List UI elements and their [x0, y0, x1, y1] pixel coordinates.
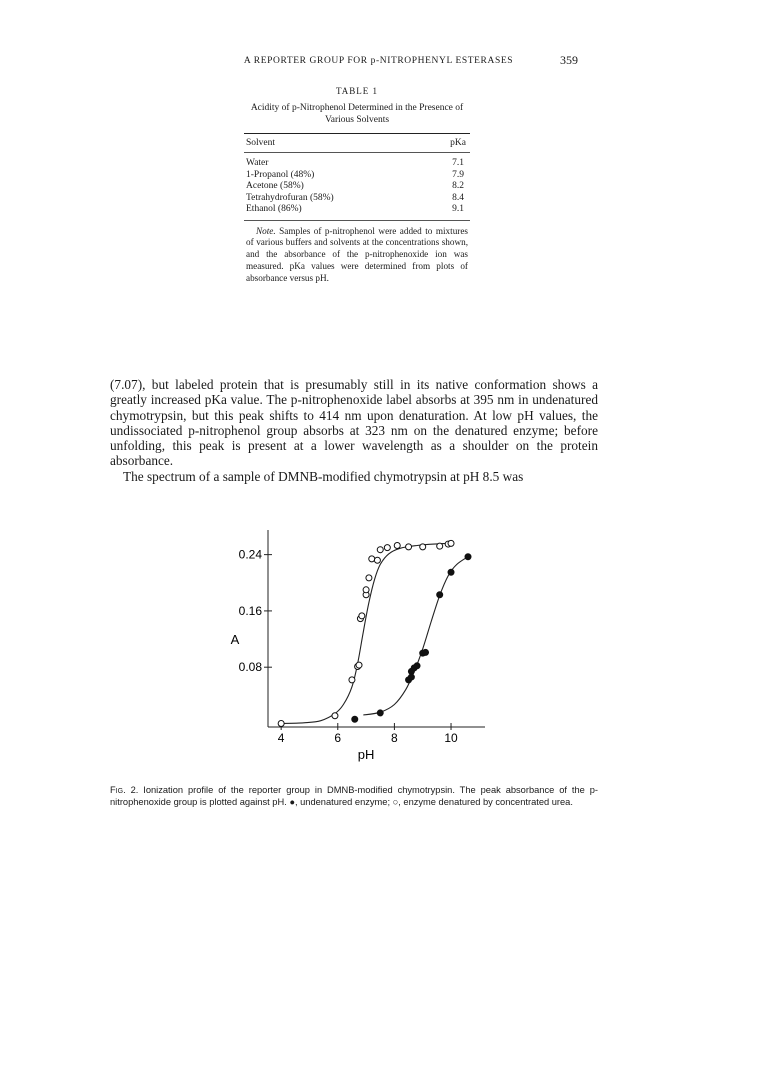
- table-title: Acidity of p-Nitrophenol Determined in the Presence of Various Solvents: [250, 103, 464, 125]
- table-note-label: Note.: [256, 225, 276, 236]
- open-circle-point: [377, 547, 383, 553]
- y-tick-label: 0.16: [238, 603, 262, 618]
- open-circle-point: [366, 575, 372, 581]
- figure-2: [215, 520, 505, 780]
- denatured-fit-curve: [281, 543, 451, 723]
- table-cell-pka: 8.4: [452, 192, 464, 203]
- open-circle-point: [359, 613, 365, 619]
- open-circle-point: [332, 713, 338, 719]
- x-axis-label: pH: [357, 747, 375, 762]
- open-circle-point: [437, 543, 443, 549]
- table-header-solvent: Solvent: [246, 138, 276, 148]
- table-row: [244, 193, 470, 205]
- filled-circle-point: [437, 592, 443, 598]
- filled-circle-point: [465, 554, 471, 560]
- table-cell-solvent: 1-Propanol (48%): [246, 169, 315, 180]
- figure-caption: [110, 784, 598, 808]
- running-head: A REPORTER GROUP FOR p-NITROPHENYL ESTERASES: [243, 56, 514, 66]
- open-circle-point: [369, 556, 375, 562]
- filled-circle-point: [408, 674, 414, 680]
- table-body: [244, 153, 470, 220]
- table-1: [244, 86, 470, 284]
- filled-circle-point: [423, 649, 429, 655]
- table-cell-pka: 7.1: [452, 158, 464, 168]
- open-circle-point: [394, 542, 400, 548]
- figure-caption-label: Fig. 2.: [110, 785, 139, 795]
- open-circle-point: [356, 662, 362, 668]
- table-cell-solvent: Acetone (58%): [246, 181, 304, 191]
- table-note-text: Samples of p-nitrophenol were added to mixtures of various buffers and solvents at the concentrations shown, and the absorbance of the p-nitrophenoxide ion was measured. pKa values were determined from plots of absorbance versus pH.: [246, 225, 468, 283]
- x-tick-label: 8: [391, 731, 398, 745]
- figure-caption-text: Ionization profile of the reporter group in DMNB-modified chymotrypsin. The peak absorbance of the p-nitrophenoxide group is plotted against pH. ●, undenatured enzyme; ○, enzyme denatured by concentrated urea.: [110, 785, 598, 808]
- table-header-row: [244, 134, 470, 152]
- table-row: [244, 170, 470, 182]
- table-cell-solvent: Ethanol (86%): [246, 204, 302, 214]
- table-cell-pka: 8.2: [452, 181, 464, 191]
- body-paragraph-1: (7.07), but labeled protein that is presumably still in its native conformation shows a greatly increased pKa value. The p-nitrophenoxide label absorbs at 395 nm in undenatured chymotrypsin, but this peak shifts to 414 nm upon denaturation. At low pH values, the undissociated p-nitrophenol group absorbs at 323 nm on the denatured enzyme; before unfolding, this peak is present at a lower wavelength as a shoulder on the protein absorbance.: [110, 377, 598, 469]
- y-axis-label: A: [230, 632, 240, 648]
- page-number: 359: [560, 53, 578, 67]
- filled-circle-point: [448, 569, 454, 575]
- y-tick-label: 0.24: [238, 547, 262, 562]
- table-cell-solvent: Tetrahydrofuran (58%): [246, 192, 334, 203]
- table-row: [244, 204, 470, 216]
- x-tick-label: 6: [334, 731, 342, 745]
- undenatured-fit-curve: [363, 557, 468, 715]
- ionization-chart: [215, 520, 505, 780]
- table-row: [244, 181, 470, 193]
- table-label: TABLE 1: [335, 86, 379, 96]
- filled-circle-point: [377, 710, 383, 716]
- x-tick-label: 4: [277, 731, 285, 745]
- table-cell-solvent: Water: [246, 158, 269, 168]
- open-circle-point: [374, 557, 380, 563]
- filled-circle-point: [414, 663, 420, 669]
- open-circle-point: [278, 720, 284, 726]
- table-cell-pka: 7.9: [452, 169, 464, 180]
- body-paragraph-2: The spectrum of a sample of DMNB-modified chymotrypsin at pH 8.5 was: [123, 468, 524, 484]
- table-cell-pka: 9.1: [452, 204, 464, 214]
- open-circle-point: [349, 677, 355, 683]
- table-note: [244, 221, 470, 285]
- y-tick-label: 0.08: [238, 660, 262, 675]
- open-circle-point: [448, 540, 454, 546]
- x-tick-label: 10: [444, 731, 458, 745]
- body-text: [110, 377, 598, 484]
- table-header-pka: pKa: [450, 138, 466, 148]
- filled-circle-point: [352, 716, 358, 722]
- table-row: [244, 158, 470, 170]
- open-circle-point: [384, 545, 390, 551]
- open-circle-point: [420, 544, 426, 550]
- open-circle-point: [406, 544, 412, 550]
- open-circle-point: [363, 587, 369, 593]
